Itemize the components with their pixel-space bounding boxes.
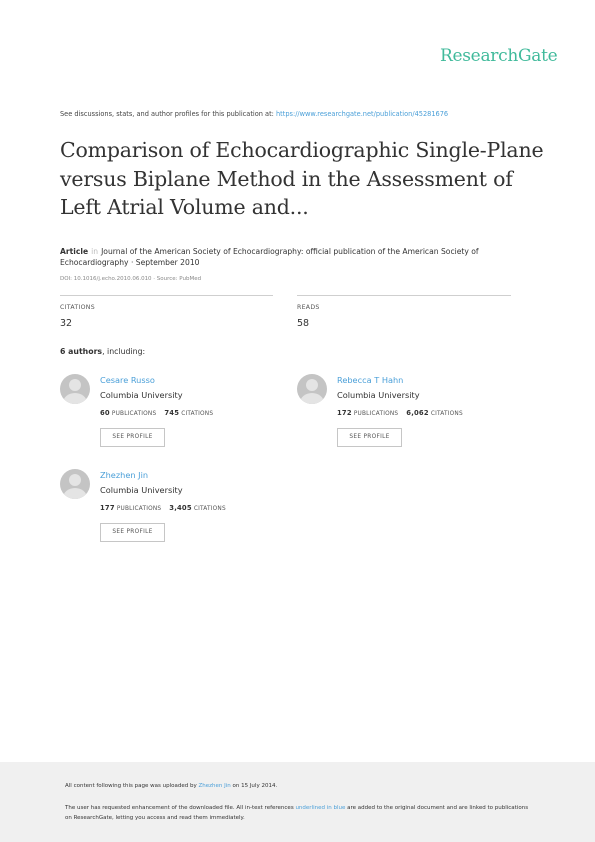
author-citations-label: CITATIONS: [193, 506, 226, 512]
author-stats: [100, 409, 213, 417]
enhancement-note: [65, 803, 535, 823]
author-citations-count: 6,062: [406, 409, 429, 417]
author-citations-label: CITATIONS: [181, 411, 214, 417]
article-journal: Journal of the American Society of Echocardiography: official publication of the American Society of Echocardiography · September 2010: [60, 247, 479, 267]
article-doi: DOI: 10.1016/j.echo.2010.06.010 · Source: PubMed: [60, 276, 202, 282]
author-affiliation: Columbia University: [100, 390, 183, 400]
author-card: [297, 374, 527, 454]
article-type: Article: [60, 247, 89, 256]
author-publications-count: 172: [337, 409, 352, 417]
upload-note: [65, 783, 277, 789]
citations-divider: [60, 295, 273, 296]
author-name-link[interactable]: Zhezhen Jin: [100, 470, 149, 480]
discussions-text: See discussions, stats, and author profiles for this publication at:: [60, 110, 276, 118]
author-name-link[interactable]: Cesare Russo: [100, 375, 155, 385]
uploader-link[interactable]: Zhezhen Jin: [198, 783, 231, 789]
reads-label: READS: [297, 304, 320, 311]
page-title: Comparison of Echocardiographic Single-Plane versus Biplane Method in the Assessment of Left Atrial Volume and...: [60, 138, 544, 219]
author-citations-count: 745: [164, 409, 180, 417]
author-stats: [100, 504, 226, 512]
author-citations-count: 3,405: [169, 504, 192, 512]
enhancement-prefix: The user has requested enhancement of the downloaded file. All in-text references: [65, 805, 296, 811]
article-separator: in: [91, 247, 99, 256]
author-name-link[interactable]: Rebecca T Hahn: [337, 375, 404, 385]
author-publications-label: PUBLICATIONS: [111, 411, 157, 417]
article-meta: [60, 247, 530, 268]
avatar-icon[interactable]: [60, 469, 90, 499]
citations-value: 32: [60, 318, 73, 329]
see-profile-button[interactable]: SEE PROFILE: [100, 428, 165, 447]
author-publications-count: 60: [100, 409, 110, 417]
authors-including: , including:: [102, 347, 146, 356]
see-profile-button[interactable]: SEE PROFILE: [100, 523, 165, 542]
underlined-link[interactable]: underlined in blue: [295, 805, 346, 811]
reads-divider: [297, 295, 511, 296]
author-citations-label: CITATIONS: [430, 411, 463, 417]
author-publications-label: PUBLICATIONS: [116, 506, 162, 512]
enhancement-suffix: are added to the original document and are linked to publications on ResearchGate, letting you access and read them immediately.: [65, 805, 529, 821]
author-publications-count: 177: [100, 504, 115, 512]
upload-prefix: All content following this page was uploaded by: [65, 783, 199, 789]
citations-label: CITATIONS: [60, 304, 95, 311]
author-card: [60, 469, 290, 549]
author-affiliation: Columbia University: [337, 390, 420, 400]
researchgate-logo[interactable]: ResearchGate: [440, 46, 558, 66]
publication-link[interactable]: https://www.researchgate.net/publication/45281676: [276, 110, 449, 118]
authors-heading: [60, 347, 145, 356]
avatar-icon[interactable]: [297, 374, 327, 404]
footer-panel: [0, 762, 595, 842]
author-stats: [337, 409, 463, 417]
author-card: [60, 374, 290, 454]
reads-value: 58: [297, 318, 310, 329]
upload-suffix: on 15 July 2014.: [230, 783, 278, 789]
author-affiliation: Columbia University: [100, 485, 183, 495]
author-publications-label: PUBLICATIONS: [353, 411, 399, 417]
authors-count: 6 authors: [60, 347, 103, 356]
see-profile-button[interactable]: SEE PROFILE: [337, 428, 402, 447]
avatar-icon[interactable]: [60, 374, 90, 404]
discussions-line: [60, 110, 448, 118]
